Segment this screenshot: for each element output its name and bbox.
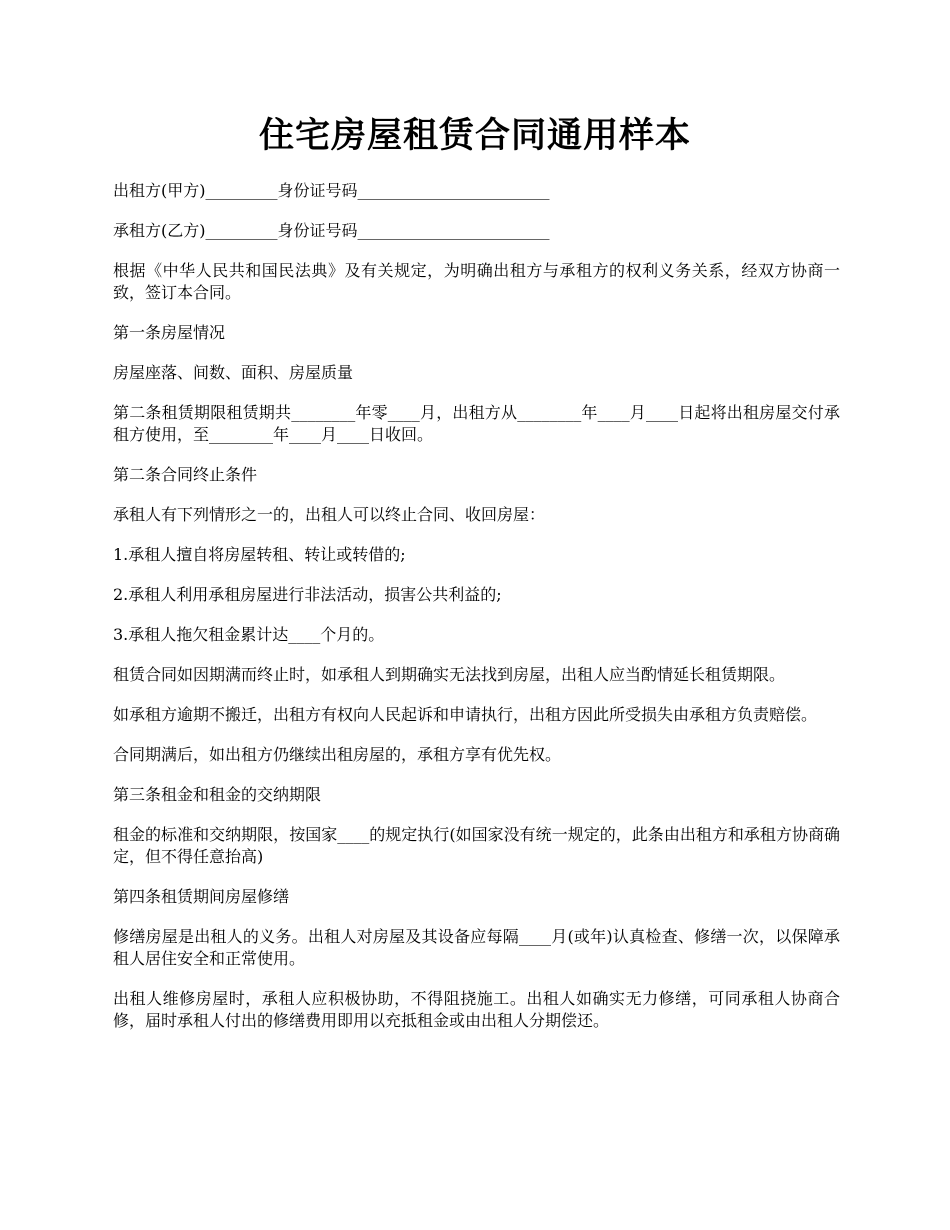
preamble-paragraph: 根据《中华人民共和国民法典》及有关规定，为明确出租方与承租方的权利义务关系，经双方协商一致，签订本合同。 [113,261,840,302]
termination-item-3: 3.承租人拖欠租金累计达____个月的。 [113,625,385,644]
party-a-line: 出租方(甲方)_________身份证号码________________________ [113,181,550,200]
party-b-line: 承租方(乙方)_________身份证号码________________________ [113,221,550,240]
document-body [113,180,840,1050]
repair-duty-paragraph: 修缮房屋是出租人的义务。出租人对房屋及其设备应每隔____月(或年)认真检查、修缮一次，以保障承租人居住安全和正常使用。 [113,927,840,968]
priority-right-paragraph: 合同期满后，如出租方仍继续出租房屋的，承租方享有优先权。 [113,745,562,764]
article-3-heading: 第三条租金和租金的交纳期限 [113,785,322,804]
lease-extension-paragraph: 租赁合同如因期满而终止时，如承租人到期确实无法找到房屋，出租人应当酌情延长租赁期限。 [113,665,786,684]
article-1-heading: 第一条房屋情况 [113,323,226,342]
repair-cooperation-paragraph: 出租人维修房屋时，承租人应积极协助，不得阻挠施工。出租人如确实无力修缮，可同承租人协商合修，届时承租人付出的修缮费用即用以充抵租金或由出租人分期偿还。 [113,989,840,1030]
termination-intro-paragraph: 承租人有下列情形之一的，出租人可以终止合同、收回房屋： [113,505,546,524]
termination-heading: 第二条合同终止条件 [113,465,258,484]
rent-standard-paragraph: 租金的标准和交纳期限，按国家____的规定执行(如国家没有统一规定的，此条由出租方和承租方协商确定，但不得任意抬高) [113,825,840,866]
property-details-paragraph: 房屋座落、间数、面积、房屋质量 [113,363,354,382]
document-title: 住宅房屋租赁合同通用样本 [258,115,691,156]
termination-item-2: 2.承租人利用承租房屋进行非法活动，损害公共利益的; [113,585,502,604]
termination-item-1: 1.承租人擅自将房屋转租、转让或转借的; [113,545,406,564]
overdue-relocation-paragraph: 如承租方逾期不搬迁，出租方有权向人民起诉和申请执行，出租方因此所受损失由承租方负责赔偿。 [113,705,818,724]
article-4-heading: 第四条租赁期间房屋修缮 [113,887,290,906]
lease-term-paragraph: 第二条租赁期限租赁期共________年零____月，出租方从________年____月____日起将出租房屋交付承租方使用，至________年____月____日收回。 [113,403,840,444]
